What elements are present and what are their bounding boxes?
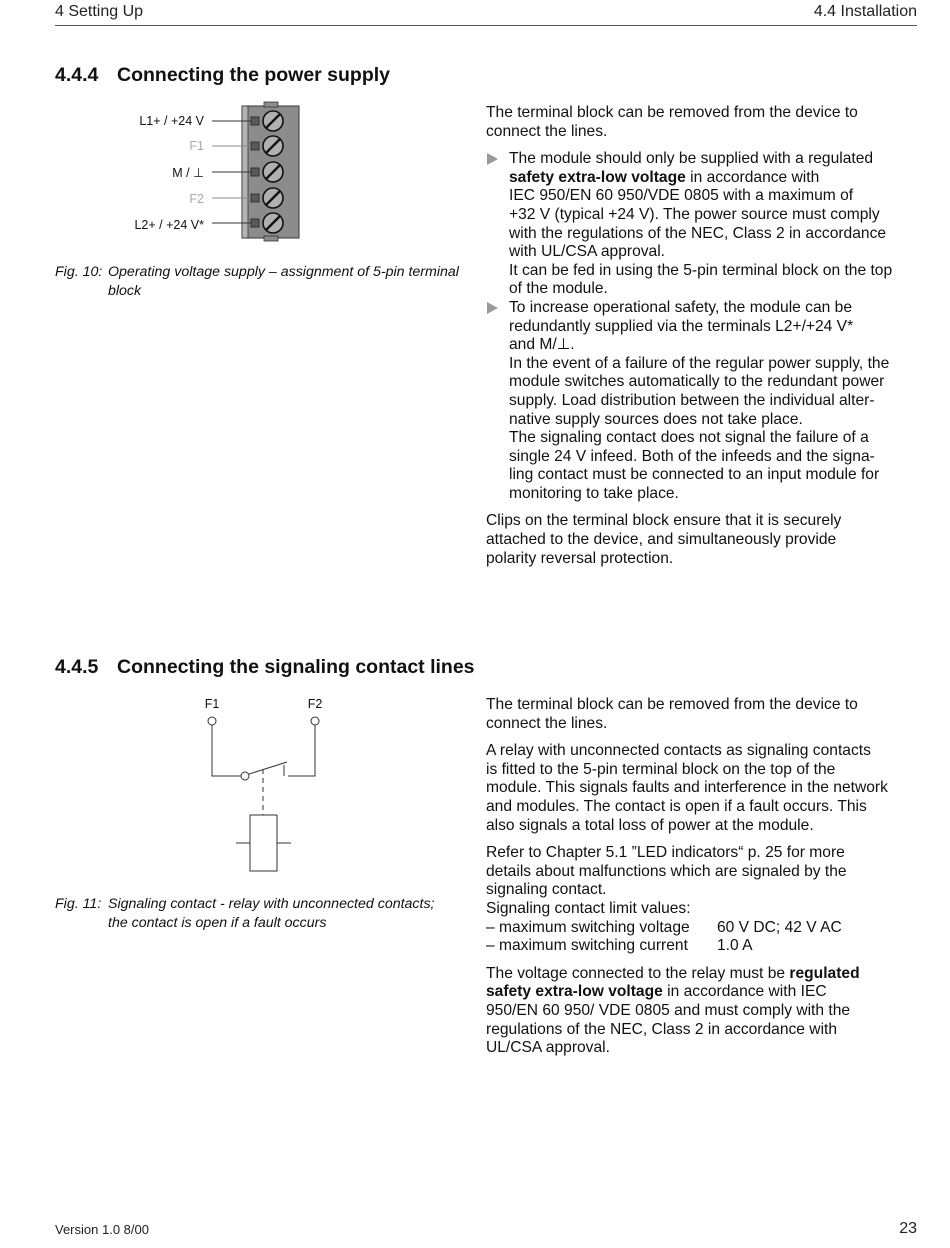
paragraph-led-reference	[486, 844, 918, 900]
pin-label-f2: F2	[189, 192, 204, 206]
section-heading-signaling-contact	[55, 656, 475, 679]
limit-value: 1.0 A	[717, 937, 753, 955]
text-line: also signals a total loss of power at the module.	[486, 816, 814, 834]
paragraph	[486, 742, 918, 835]
text-line: IEC 950/EN 60 950/VDE 0805 with a maximum of	[509, 187, 854, 205]
section-number: 4.4.4	[55, 64, 99, 86]
paragraph-regulated-voltage	[486, 965, 918, 1058]
contact-lever	[249, 762, 287, 774]
terminal-f1-node	[208, 717, 216, 725]
pin-contact-square	[251, 168, 259, 176]
text-line: details about malfunctions which are signaled by the	[486, 862, 847, 880]
emphasis-text: safety extra-low voltage	[486, 983, 663, 1001]
text-line: UL/CSA approval.	[486, 1039, 610, 1057]
text-line: 950/EN 60 950/ VDE 0805 and must comply with the	[486, 1001, 851, 1019]
pin-contact-square	[251, 117, 259, 125]
footer-version: Version 1.0 8/00	[55, 1222, 149, 1237]
text-line: +32 V (typical +24 V). The power source must comply	[509, 205, 880, 223]
pin-label-l2: L2+ / +24 V*	[134, 218, 204, 232]
pin-label-f1: F1	[189, 139, 204, 153]
caption-text-cont: block	[108, 283, 142, 299]
text-line: and modules. The contact is open if a fault occurs. This	[486, 797, 867, 815]
pin-contact-square	[251, 219, 259, 227]
text-line: monitoring to take place.	[509, 484, 679, 502]
limit-label: – maximum switching voltage	[486, 918, 690, 936]
page-number: 23	[899, 1220, 917, 1237]
text-line: connect the lines.	[486, 122, 608, 140]
text-line: The module should only be supplied with a regulated	[509, 150, 874, 168]
text-line: native supply sources does not take place.	[509, 410, 803, 428]
section-heading-power-supply	[55, 64, 390, 87]
terminal-block-diagram	[120, 100, 310, 245]
terminal-top-clip	[264, 102, 278, 107]
pin-contact-square	[251, 142, 259, 150]
limit-row-voltage	[486, 919, 918, 938]
caption-label: Fig. 11:	[55, 896, 102, 912]
text-line: with the regulations of the NEC, Class 2 in accordance	[509, 224, 887, 242]
bullet-item-regulated-voltage	[486, 150, 918, 299]
text-line: The voltage connected to the relay must be	[486, 964, 790, 982]
section-title: Connecting the power supply	[117, 64, 391, 86]
text-line: module switches automatically to the redundant power	[509, 373, 885, 391]
text-line: of the module.	[509, 280, 608, 298]
bullet-triangle-icon	[487, 302, 498, 314]
pin-contact-square	[251, 194, 259, 202]
text-line: redundantly supplied via the terminals L2+/+24 V*	[509, 317, 854, 335]
emphasis-text: safety extra-low voltage	[509, 168, 686, 186]
wire-f2	[288, 725, 315, 776]
running-header-chapter: 4 Setting Up	[55, 3, 144, 20]
text-line: It can be fed in using the 5-pin terminal block on the top	[509, 261, 893, 279]
relay-coil	[250, 815, 277, 871]
emphasis-text: regulated	[789, 964, 860, 982]
terminal-f2-node	[311, 717, 319, 725]
running-header-section: 4.4 Installation	[813, 3, 917, 20]
bullet-triangle-icon	[487, 153, 498, 165]
terminal-bottom-clip	[264, 236, 278, 241]
caption-text: Operating voltage supply – assignment of 5-pin terminal	[108, 264, 459, 280]
section-number: 4.4.5	[55, 656, 99, 678]
header-divider	[55, 25, 917, 26]
limit-label: – maximum switching current	[486, 937, 688, 955]
text-line: regulations of the NEC, Class 2 in accordance with	[486, 1020, 838, 1038]
text-line: in accordance with	[685, 168, 820, 186]
text-line: Refer to Chapter 5.1 ”LED indicators“ p. 25 for more	[486, 844, 845, 862]
intro-paragraph	[486, 104, 918, 141]
relay-contact-diagram	[195, 692, 335, 882]
text-line: module. This signals faults and interference in the network	[486, 779, 888, 797]
text-line: single 24 V infeed. Both of the infeeds and the signa-	[509, 447, 875, 465]
caption-label: Fig. 10:	[55, 264, 103, 280]
bullet-item-redundant-supply	[486, 299, 918, 504]
signaling-contact-text	[486, 696, 918, 1067]
caption-text: Signaling contact - relay with unconnected contacts;	[108, 896, 435, 912]
limits-title: Signaling contact limit values:	[486, 899, 691, 917]
text-line: In the event of a failure of the regular power supply, the	[509, 354, 890, 372]
text-line: supply. Load distribution between the individual alter-	[509, 391, 875, 409]
figure-caption-11	[55, 895, 480, 933]
text-line: The terminal block can be removed from the device to	[486, 104, 858, 121]
pin-label-m: M / ⊥	[172, 166, 204, 180]
text-line: in accordance with IEC	[662, 983, 827, 1001]
contact-pivot	[241, 772, 249, 780]
closing-paragraph	[486, 512, 918, 568]
text-line: ling contact must be connected to an input module for	[509, 466, 880, 484]
text-line: To increase operational safety, the module can be	[509, 298, 852, 316]
limit-value: 60 V DC; 42 V AC	[717, 918, 842, 936]
section-title: Connecting the signaling contact lines	[117, 656, 475, 678]
text-line: with UL/CSA approval.	[509, 243, 666, 261]
text-line: is fitted to the 5-pin terminal block on the top of the	[486, 760, 836, 778]
power-supply-text	[486, 104, 918, 577]
wire-f1	[212, 725, 241, 776]
text-line: connect the lines.	[486, 714, 608, 732]
terminal-label-f2: F2	[307, 697, 323, 711]
text-line: Clips on the terminal block ensure that it is securely	[486, 512, 842, 530]
terminal-label-f1: F1	[204, 697, 220, 711]
paragraph	[486, 696, 918, 733]
text-line: attached to the device, and simultaneously provide	[486, 531, 837, 549]
limit-values	[486, 900, 918, 956]
text-line: signaling contact.	[486, 881, 607, 899]
text-line: A relay with unconnected contacts as signaling contacts	[486, 742, 871, 760]
text-line: polarity reversal protection.	[486, 549, 674, 567]
limit-row-current	[486, 937, 918, 956]
caption-text-cont: the contact is open if a fault occurs	[108, 915, 327, 931]
text-line: The terminal block can be removed from the device to	[486, 696, 858, 713]
pin-label-l1: L1+ / +24 V	[139, 114, 204, 128]
figure-caption-10	[55, 263, 480, 301]
text-line: The signaling contact does not signal the failure of a	[509, 429, 869, 447]
text-line: and M/⊥.	[509, 336, 575, 354]
